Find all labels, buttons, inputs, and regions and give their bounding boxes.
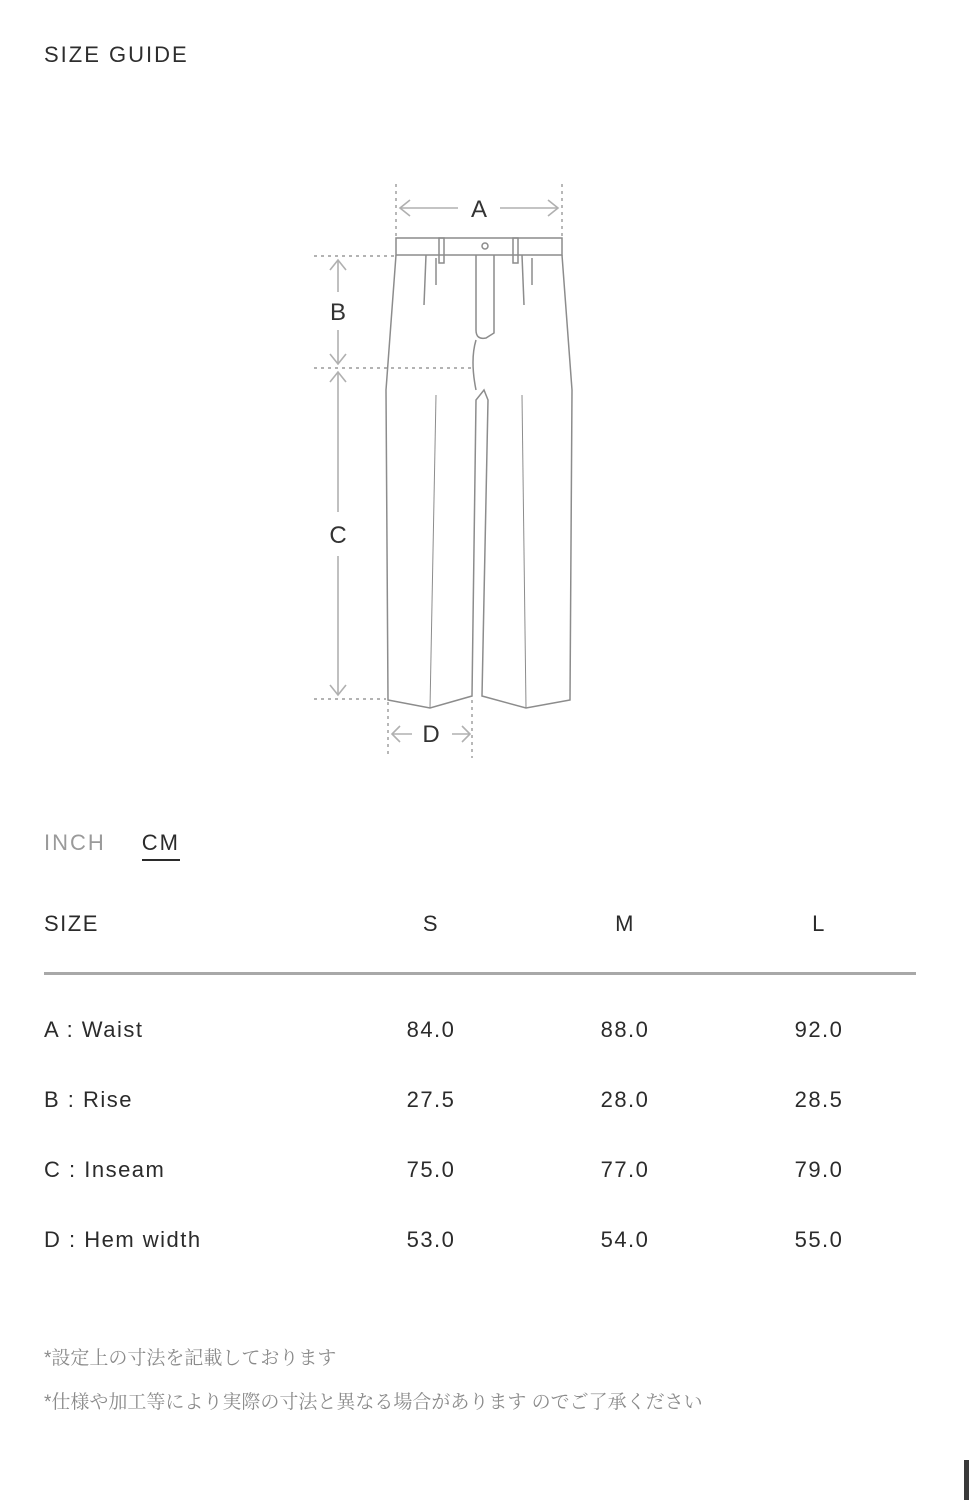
scrollbar-thumb[interactable] — [964, 1460, 969, 1500]
table-row — [44, 1135, 916, 1205]
unit-cm-tab[interactable]: CM — [142, 830, 180, 861]
size-m-header: M — [528, 905, 722, 974]
row-label: C : Inseam — [44, 1157, 166, 1182]
pants-measurement-diagram — [300, 170, 620, 770]
size-l-header: L — [722, 905, 916, 974]
row-value: 79.0 — [794, 1157, 844, 1182]
row-label: A : Waist — [44, 1017, 144, 1042]
table-row — [44, 1205, 916, 1275]
note-line: *設定上の寸法を記載しております — [44, 1348, 337, 1369]
page-title: SIZE GUIDE — [44, 42, 189, 67]
unit-inch-tab[interactable]: INCH — [44, 830, 106, 855]
row-value: 84.0 — [406, 1017, 456, 1042]
row-value: 92.0 — [794, 1017, 844, 1042]
row-value: 55.0 — [794, 1227, 844, 1252]
row-value: 75.0 — [406, 1157, 456, 1182]
diagram-label-d: D — [422, 721, 440, 748]
row-value: 88.0 — [600, 1017, 650, 1042]
row-label: B : Rise — [44, 1087, 134, 1112]
row-label: D : Hem width — [44, 1227, 202, 1252]
waistband — [396, 238, 562, 255]
table-header-row — [44, 905, 916, 974]
diagram-label-c: C — [329, 522, 347, 549]
size-table — [44, 905, 916, 1275]
row-value: 27.5 — [406, 1087, 456, 1112]
note-line: *仕様や加工等により実際の寸法と異なる場合があります のでご了承ください — [44, 1392, 703, 1413]
row-value: 53.0 — [406, 1227, 456, 1252]
row-value: 77.0 — [600, 1157, 650, 1182]
row-value: 28.5 — [794, 1087, 844, 1112]
pants-outline — [386, 255, 572, 708]
size-s-header: S — [334, 905, 528, 974]
row-value: 28.0 — [600, 1087, 650, 1112]
diagram-label-a: A — [470, 196, 488, 223]
unit-toggle — [44, 830, 180, 861]
size-header: SIZE — [44, 905, 334, 974]
diagram-label-b: B — [329, 299, 347, 326]
row-value: 54.0 — [600, 1227, 650, 1252]
table-row — [44, 1065, 916, 1135]
size-notes — [44, 1337, 703, 1425]
table-row — [44, 974, 916, 1066]
